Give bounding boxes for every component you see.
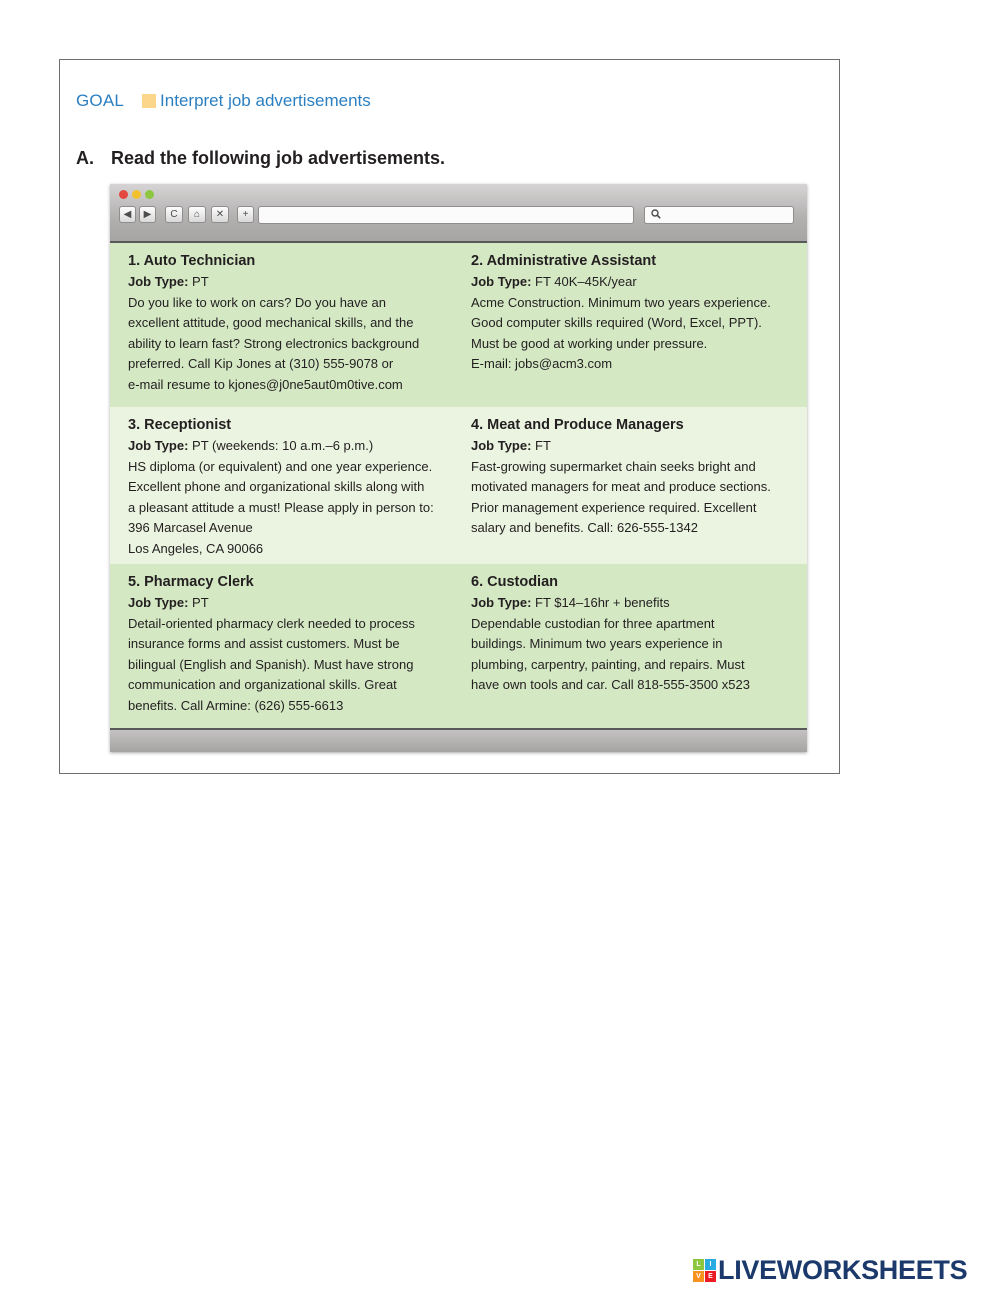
goal-line bbox=[76, 91, 371, 111]
ad-title: 2. Administrative Assistant bbox=[471, 253, 657, 269]
job-type-label: Job Type: bbox=[128, 595, 189, 610]
section-heading bbox=[76, 148, 445, 169]
address-bar bbox=[258, 206, 634, 224]
forward-icon: ▶ bbox=[139, 206, 156, 223]
job-ad-receptionist bbox=[128, 415, 458, 560]
ad-row-2 bbox=[110, 407, 807, 564]
ad-job-type bbox=[471, 593, 801, 614]
ad-job-type bbox=[471, 436, 801, 457]
maximize-window-icon bbox=[145, 190, 154, 199]
stop-icon: ✕ bbox=[211, 206, 229, 223]
ad-job-type bbox=[128, 272, 458, 293]
job-ad-auto-technician bbox=[128, 251, 458, 396]
goal-text: Interpret job advertisements bbox=[160, 91, 371, 110]
job-ad-pharmacy-clerk bbox=[128, 572, 458, 717]
ad-body: Dependable custodian for three apartment buildings. Minimum two years experience in plumbing, carpentry, painting, and repairs. Must have own tools and car. Call 818-555-3500 x523 bbox=[471, 615, 750, 693]
ad-body: Detail-oriented pharmacy clerk needed to process insurance forms and assist customers. Must be bilingual (English and Spanish). Must have strong communication and organizational skills. Great benefits. Call Armine: (626) 555-6613 bbox=[128, 615, 415, 713]
ad-job-type bbox=[471, 272, 801, 293]
job-type-value: PT bbox=[188, 274, 209, 289]
job-ad-administrative-assistant bbox=[471, 251, 801, 375]
ad-row-1 bbox=[110, 243, 807, 407]
job-type-label: Job Type: bbox=[128, 438, 189, 453]
job-ad-meat-produce-managers bbox=[471, 415, 801, 539]
job-type-value: PT bbox=[188, 595, 209, 610]
ad-body: HS diploma (or equivalent) and one year experience. Excellent phone and organizational skills along with a pleasant attitude a must! Please apply in person to: 396 Marcasel Avenue Los Angeles, CA 90066 bbox=[128, 458, 434, 556]
ad-title: 4. Meat and Produce Managers bbox=[471, 417, 684, 433]
logo-block: I bbox=[705, 1259, 716, 1270]
job-type-label: Job Type: bbox=[471, 438, 532, 453]
job-type-label: Job Type: bbox=[128, 274, 189, 289]
job-ad-custodian bbox=[471, 572, 801, 696]
ad-title: 5. Pharmacy Clerk bbox=[128, 574, 254, 590]
goal-label: GOAL bbox=[76, 91, 125, 110]
worksheet-frame bbox=[59, 59, 840, 774]
liveworksheets-logo bbox=[693, 1255, 967, 1286]
ad-body: Do you like to work on cars? Do you have an excellent attitude, good mechanical skills, and the ability to learn fast? Strong electronics background preferred. Call Kip Jones at (310) 555-9078 or e-mail resume to kjones@j0ne5aut0m0tive.com bbox=[128, 294, 420, 392]
ad-body: Fast-growing supermarket chain seeks bright and motivated managers for meat and produce sections. Prior management experience required. Excellent salary and benefits. Call: 626-555-1342 bbox=[471, 458, 771, 536]
logo-block: V bbox=[693, 1271, 704, 1282]
logo-block: E bbox=[705, 1271, 716, 1282]
ad-title: 1. Auto Technician bbox=[128, 253, 256, 269]
job-type-value: FT 40K–45K/year bbox=[531, 274, 637, 289]
new-tab-icon: + bbox=[237, 206, 254, 223]
browser-search-box bbox=[644, 206, 794, 224]
ad-title: 6. Custodian bbox=[471, 574, 559, 590]
job-type-value: PT (weekends: 10 a.m.–6 p.m.) bbox=[188, 438, 374, 453]
minimize-window-icon bbox=[132, 190, 141, 199]
ad-title: 3. Receptionist bbox=[128, 417, 232, 433]
back-icon: ◀ bbox=[119, 206, 136, 223]
search-icon bbox=[651, 209, 661, 219]
browser-window bbox=[110, 184, 807, 752]
ad-body: Acme Construction. Minimum two years experience. Good computer skills required (Word, Excel, PPT). Must be good at working under pressure. E-mail: jobs@acm3.com bbox=[471, 294, 771, 372]
logo-blocks-icon bbox=[693, 1259, 716, 1282]
home-icon: ⌂ bbox=[188, 206, 206, 223]
ad-row-3 bbox=[110, 564, 807, 730]
browser-status-bar bbox=[110, 728, 807, 752]
reload-icon: C bbox=[165, 206, 183, 223]
goal-swatch bbox=[142, 94, 156, 108]
section-letter: A. bbox=[76, 148, 94, 168]
job-type-value: FT $14–16hr + benefits bbox=[531, 595, 670, 610]
job-type-label: Job Type: bbox=[471, 595, 532, 610]
job-type-label: Job Type: bbox=[471, 274, 532, 289]
section-instruction: Read the following job advertisements. bbox=[111, 148, 446, 168]
ad-job-type bbox=[128, 436, 458, 457]
ad-job-type bbox=[128, 593, 458, 614]
logo-text: LIVEWORKSHEETS bbox=[718, 1255, 968, 1285]
close-window-icon bbox=[119, 190, 128, 199]
browser-toolbar bbox=[110, 184, 807, 243]
logo-block: L bbox=[693, 1259, 704, 1270]
job-type-value: FT bbox=[531, 438, 551, 453]
